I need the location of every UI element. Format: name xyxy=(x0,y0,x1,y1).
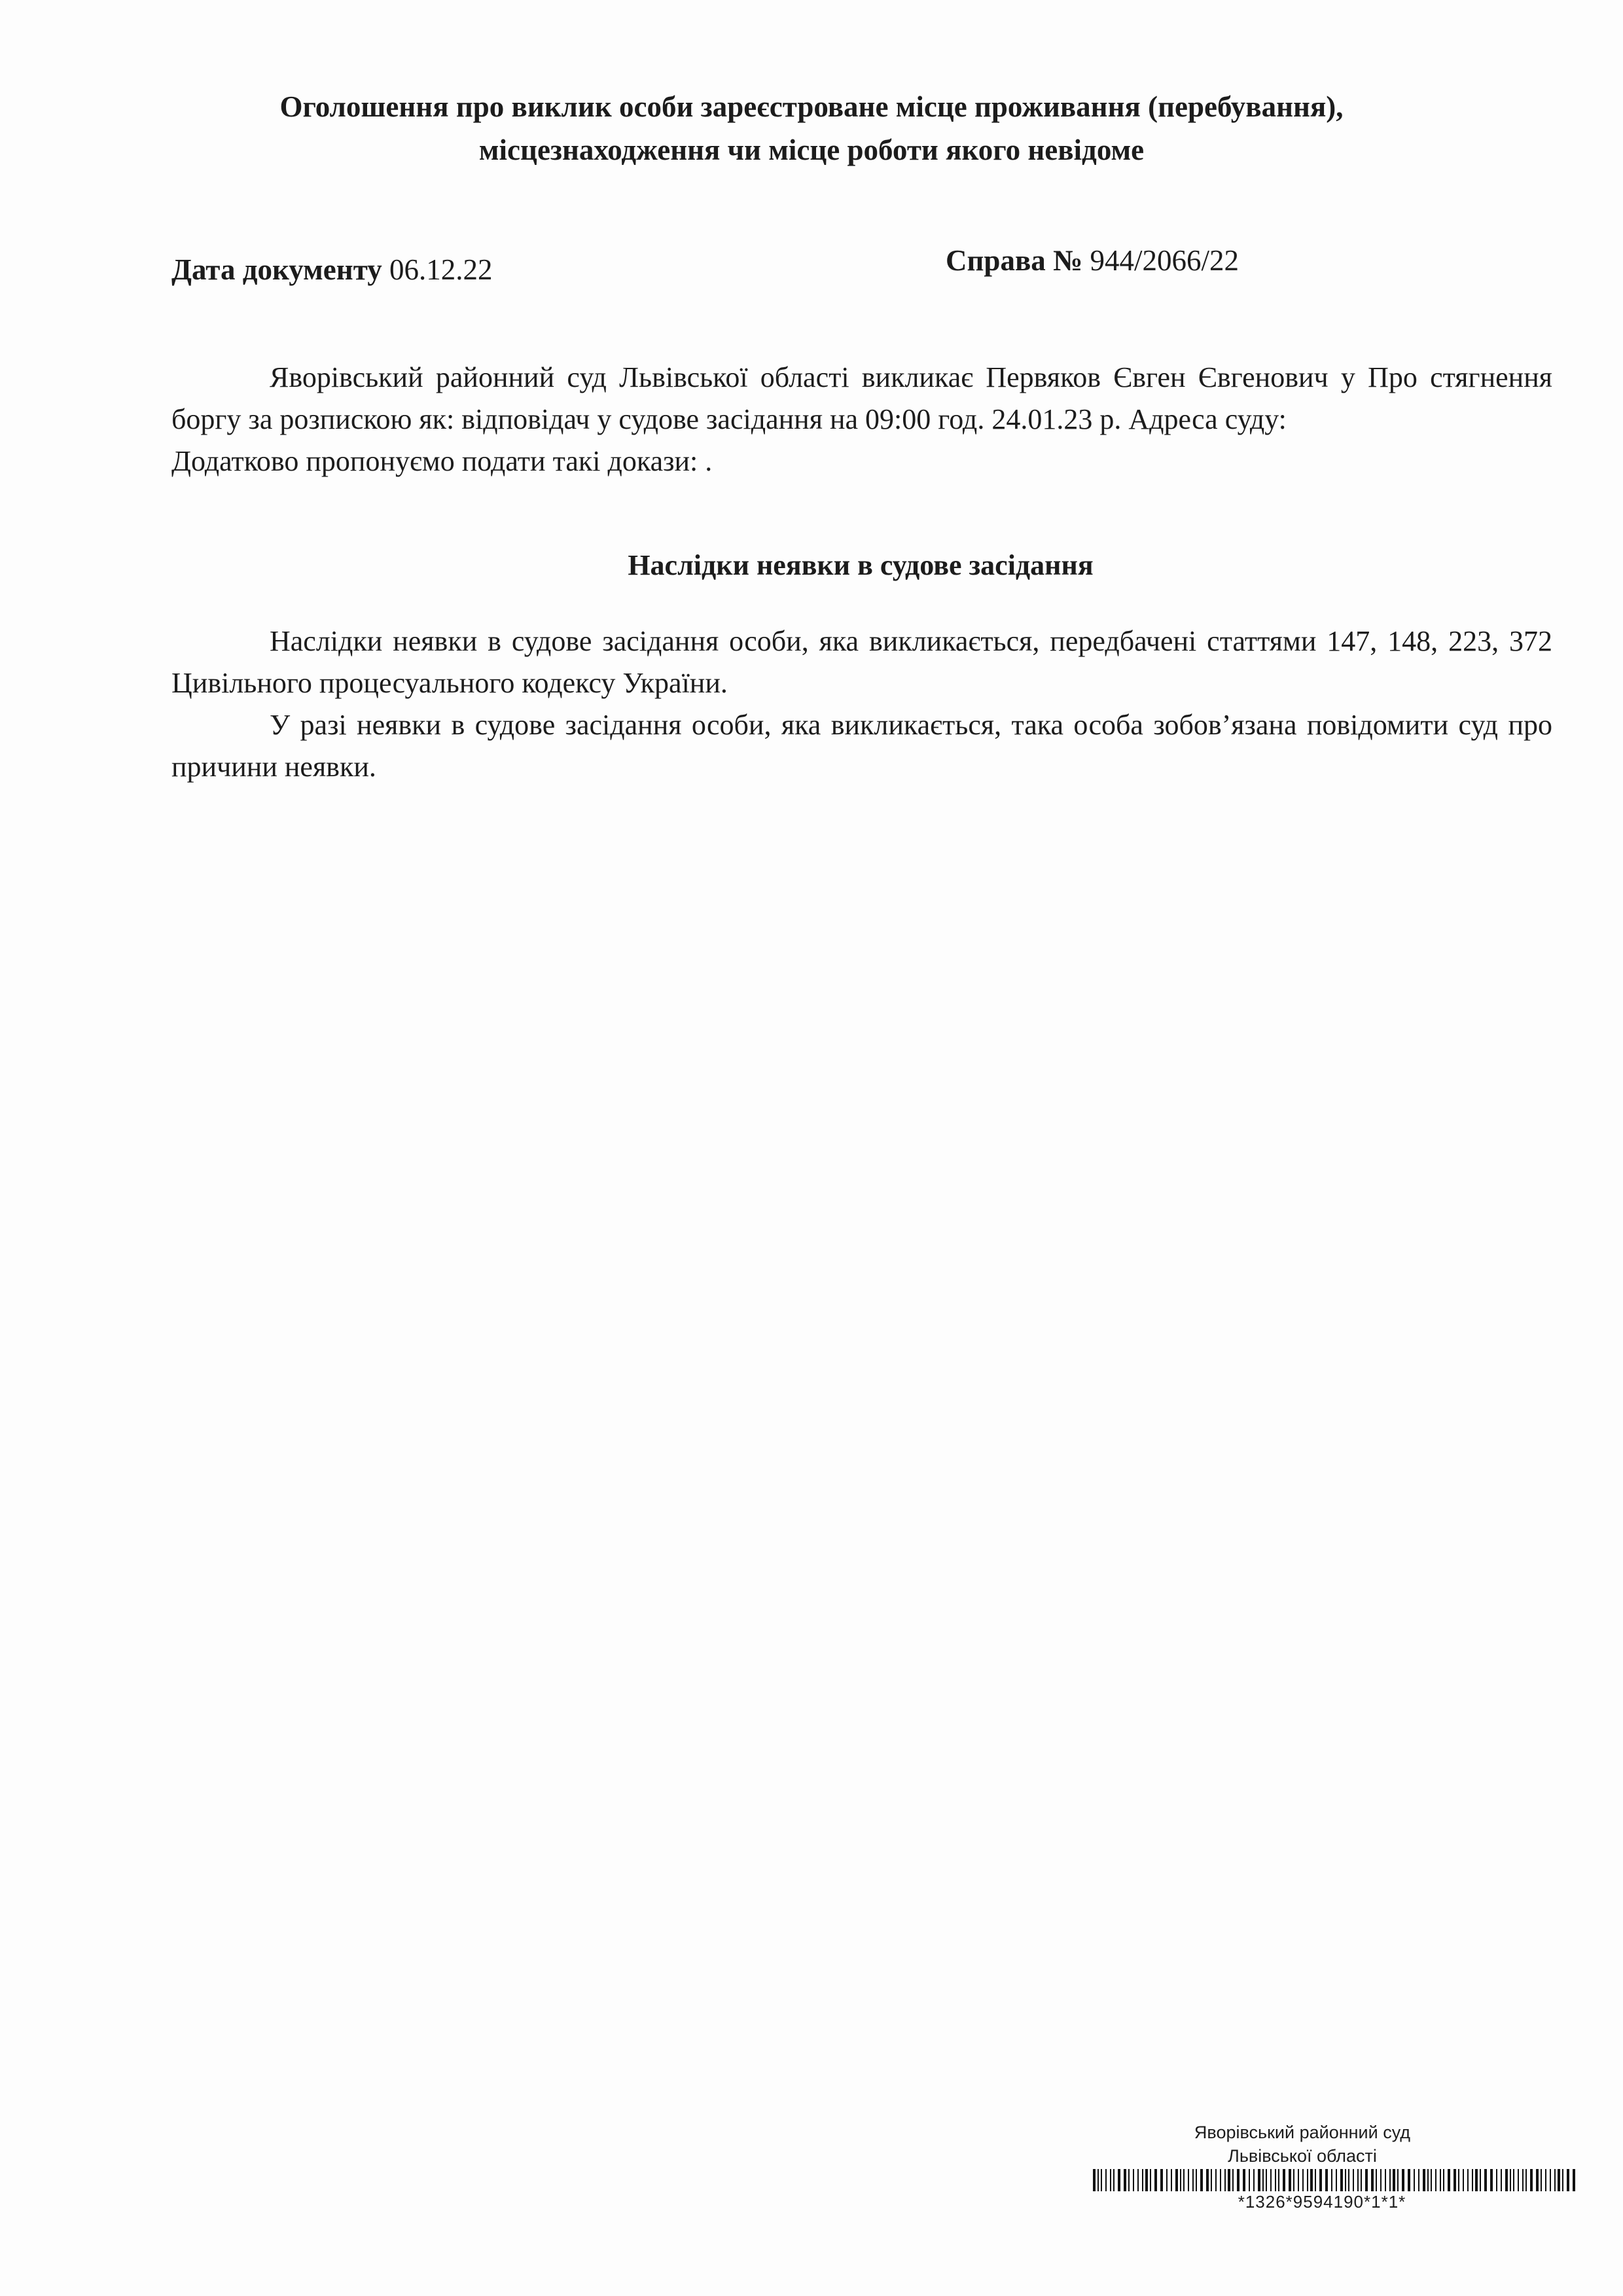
document-date-label: Дата документу xyxy=(171,253,382,286)
document-title xyxy=(170,85,1453,171)
case-number xyxy=(946,243,1239,278)
barcode-number: *1326*9594190*1*1* xyxy=(1238,2192,1406,2212)
stamp-court-name: Яворівський районний суд xyxy=(1194,2123,1411,2142)
evidence-line: Додатково пропонуємо подати такі докази: . xyxy=(171,445,713,477)
summons-paragraph: Яворівський районний суд Львівської області викликає Первяков Євген Євгенович у Про стягнення боргу за розпискою як: відповідач у судове засідання на 09:00 год. 24.01.23 р. Адреса суду: xyxy=(171,361,1552,435)
stamp-region: Львівської області xyxy=(1228,2146,1377,2166)
consequences-paragraph-1: Наслідки неявки в судове засідання особи, яка викликається, передбачені статтями 147, 148, 223, 372 Цивільного процесуального кодексу України. xyxy=(171,625,1552,699)
document-date xyxy=(171,253,492,287)
case-number-value: 944/2066/22 xyxy=(1090,244,1239,277)
consequences-heading: Наслідки неявки в судове засідання xyxy=(628,549,1094,581)
court-stamp xyxy=(1093,2121,1597,2212)
barcode-image xyxy=(1093,2169,1577,2191)
case-number-label: Справа № xyxy=(946,244,1083,277)
title-line-2: місцезнаходження чи місце роботи якого невідоме xyxy=(478,134,1145,166)
consequences-section xyxy=(171,620,1552,788)
document-date-value: 06.12.22 xyxy=(389,253,493,286)
title-line-1: Оголошення про виклик особи зареєстроване місце проживання (перебування), xyxy=(279,90,1344,123)
consequences-paragraph-2: У разі неявки в судове засідання особи, яка викликається, така особа зобов’язана повідомити суд про причини неявки. xyxy=(171,709,1552,783)
summons-section xyxy=(171,357,1552,482)
